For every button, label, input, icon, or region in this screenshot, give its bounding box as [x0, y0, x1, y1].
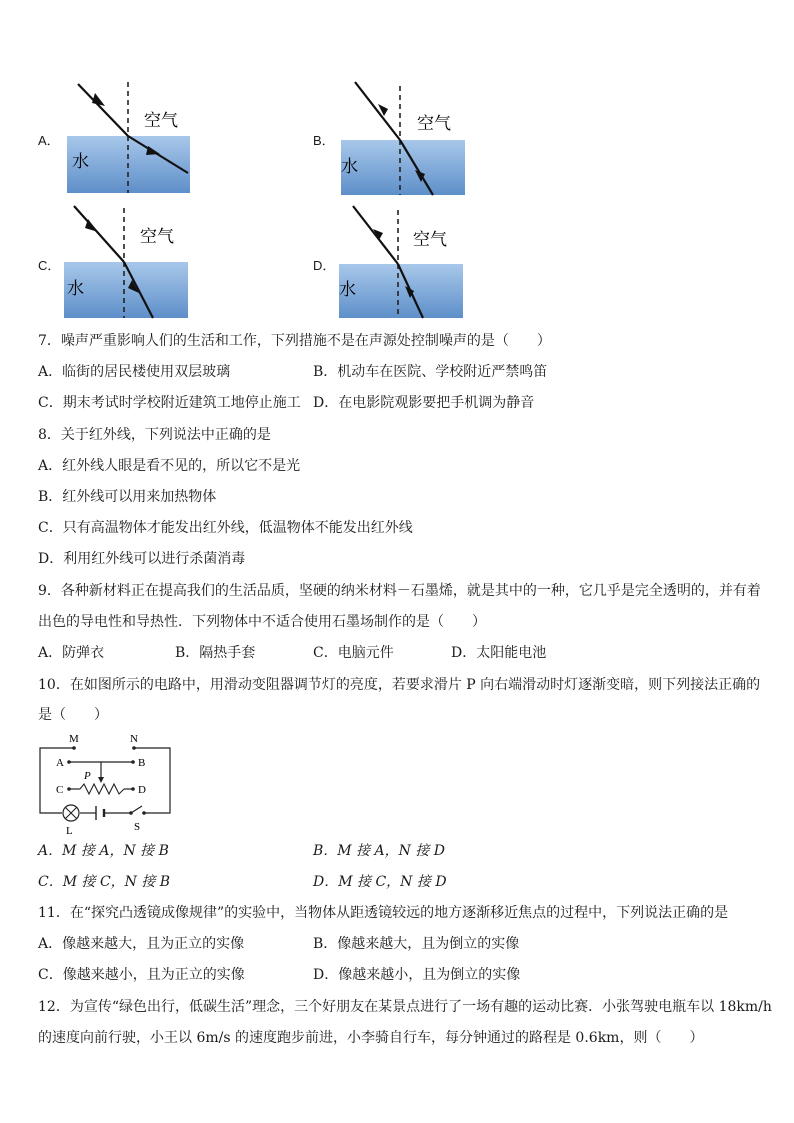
- question-9-stem-line-1: 9．各种新材料正在提高我们的生活品质，坚硬的纳米材料－石墨烯，就是其中的一种，它几乎是完全透明的，并有着: [38, 583, 761, 599]
- incident-ray: [74, 206, 124, 262]
- refracted-ray: [355, 82, 400, 140]
- question-7-stem: 7．噪声严重影响人们的生活和工作，下列措施不是在声源处控制噪声的是（ ）: [38, 333, 551, 349]
- water-label: 水: [339, 280, 356, 300]
- question-11-option-d: D．像越来越小，且为倒立的实像: [313, 967, 521, 983]
- terminal-n: [132, 746, 136, 750]
- question-7-option-b: B．机动车在医院、学校附近严禁鸣笛: [313, 364, 548, 380]
- water-region: [341, 140, 465, 195]
- incident-ray: [78, 84, 128, 136]
- option-b-label: B．: [313, 133, 335, 148]
- question-10-option-d: D．M 接 C，N 接 D: [313, 874, 447, 890]
- question-8-option-a: A．红外线人眼是看不见的，所以它不是光: [38, 458, 301, 474]
- refracted-ray: [353, 206, 398, 264]
- label-b: B: [138, 757, 146, 769]
- question-11-option-c: C．像越来越小，且为正立的实像: [38, 967, 245, 983]
- label-l: L: [66, 825, 73, 837]
- air-label: 空气: [140, 227, 174, 247]
- question-7-option-c: C．期末考试时学校附近建筑工地停止施工: [38, 395, 301, 411]
- refraction-figure-c: [58, 202, 198, 320]
- question-10-stem-line-2: 是（ ）: [38, 707, 108, 723]
- question-9-option-a: A．防弹衣: [38, 645, 105, 661]
- air-label: 空气: [413, 230, 447, 250]
- question-10-option-a: A．M 接 A，N 接 B: [38, 843, 169, 859]
- resistor: [80, 784, 124, 794]
- question-7-option-d: D．在电影院观影要把手机调为静音: [313, 395, 535, 411]
- label-s: S: [134, 821, 141, 833]
- water-label: 水: [67, 279, 84, 299]
- question-9-option-d: D．太阳能电池: [451, 645, 547, 661]
- question-10-option-c: C．M 接 C，N 接 B: [38, 874, 171, 890]
- question-9-option-b: B．隔热手套: [175, 645, 256, 661]
- question-8-option-b: B．红外线可以用来加热物体: [38, 489, 217, 505]
- question-7-option-a: A．临街的居民楼使用双层玻璃: [38, 364, 231, 380]
- circuit-diagram: [36, 730, 176, 838]
- question-11-option-a: A．像越来越大，且为正立的实像: [38, 936, 245, 952]
- option-c-label: C．: [38, 258, 61, 273]
- refraction-figure-b: [335, 78, 475, 200]
- label-d: D: [138, 784, 146, 796]
- air-label: 空气: [144, 111, 178, 131]
- terminal-d: [131, 787, 135, 791]
- question-8-option-c: C．只有高温物体才能发出红外线，低温物体不能发出红外线: [38, 520, 413, 536]
- label-p: P: [84, 770, 91, 782]
- slider-arrow: [98, 777, 104, 783]
- question-9-stem-line-2: 出色的导电性和导热性．下列物体中不适合使用石墨场制作的是（ ）: [38, 614, 486, 630]
- question-8-option-d: D．利用红外线可以进行杀菌消毒: [38, 551, 246, 567]
- terminal-a: [67, 760, 71, 764]
- water-label: 水: [341, 157, 358, 177]
- switch-icon: [131, 806, 142, 813]
- terminal-m: [72, 746, 76, 750]
- question-9-option-c: C．电脑元件: [313, 645, 394, 661]
- question-12-stem-line-1: 12．为宣传“绿色出行，低碳生活”理念，三个好朋友在某景点进行了一场有趣的运动比赛．小张驾驶电瓶车以 18km/h: [38, 999, 772, 1015]
- label-n: N: [130, 733, 138, 745]
- refraction-figure-d: [333, 202, 473, 320]
- option-d-label: D．: [313, 258, 336, 273]
- terminal-c: [67, 787, 71, 791]
- label-a: A: [56, 757, 64, 769]
- refraction-figure-a: [60, 78, 200, 198]
- ray-arrow: [92, 93, 105, 106]
- label-c: C: [56, 784, 64, 796]
- terminal-b: [131, 760, 135, 764]
- question-10-stem-line-1: 10．在如图所示的电路中，用滑动变阻器调节灯的亮度，若要求滑片 P 向右端滑动时灯逐渐变暗，则下列接法正确的: [38, 677, 761, 693]
- question-8-stem: 8．关于红外线，下列说法中正确的是: [38, 427, 271, 443]
- question-10-option-b: B．M 接 A，N 接 D: [313, 843, 446, 859]
- air-label: 空气: [417, 114, 451, 134]
- option-a-label: A．: [38, 133, 60, 148]
- question-12-stem-line-2: 的速度向前行驶，小王以 6m/s 的速度跑步前进，小李骑自行车，每分钟通过的路程是 0.6km，则（ ）: [38, 1030, 704, 1046]
- question-11-option-b: B．像越来越大，且为倒立的实像: [313, 936, 520, 952]
- question-11-stem: 11．在“探究凸透镜成像规律”的实验中，当物体从距透镜较远的地方逐渐移近焦点的过程中，下列说法正确的是: [38, 905, 729, 921]
- water-label: 水: [72, 152, 89, 172]
- switch-icon: [142, 811, 146, 815]
- label-m: M: [69, 733, 79, 745]
